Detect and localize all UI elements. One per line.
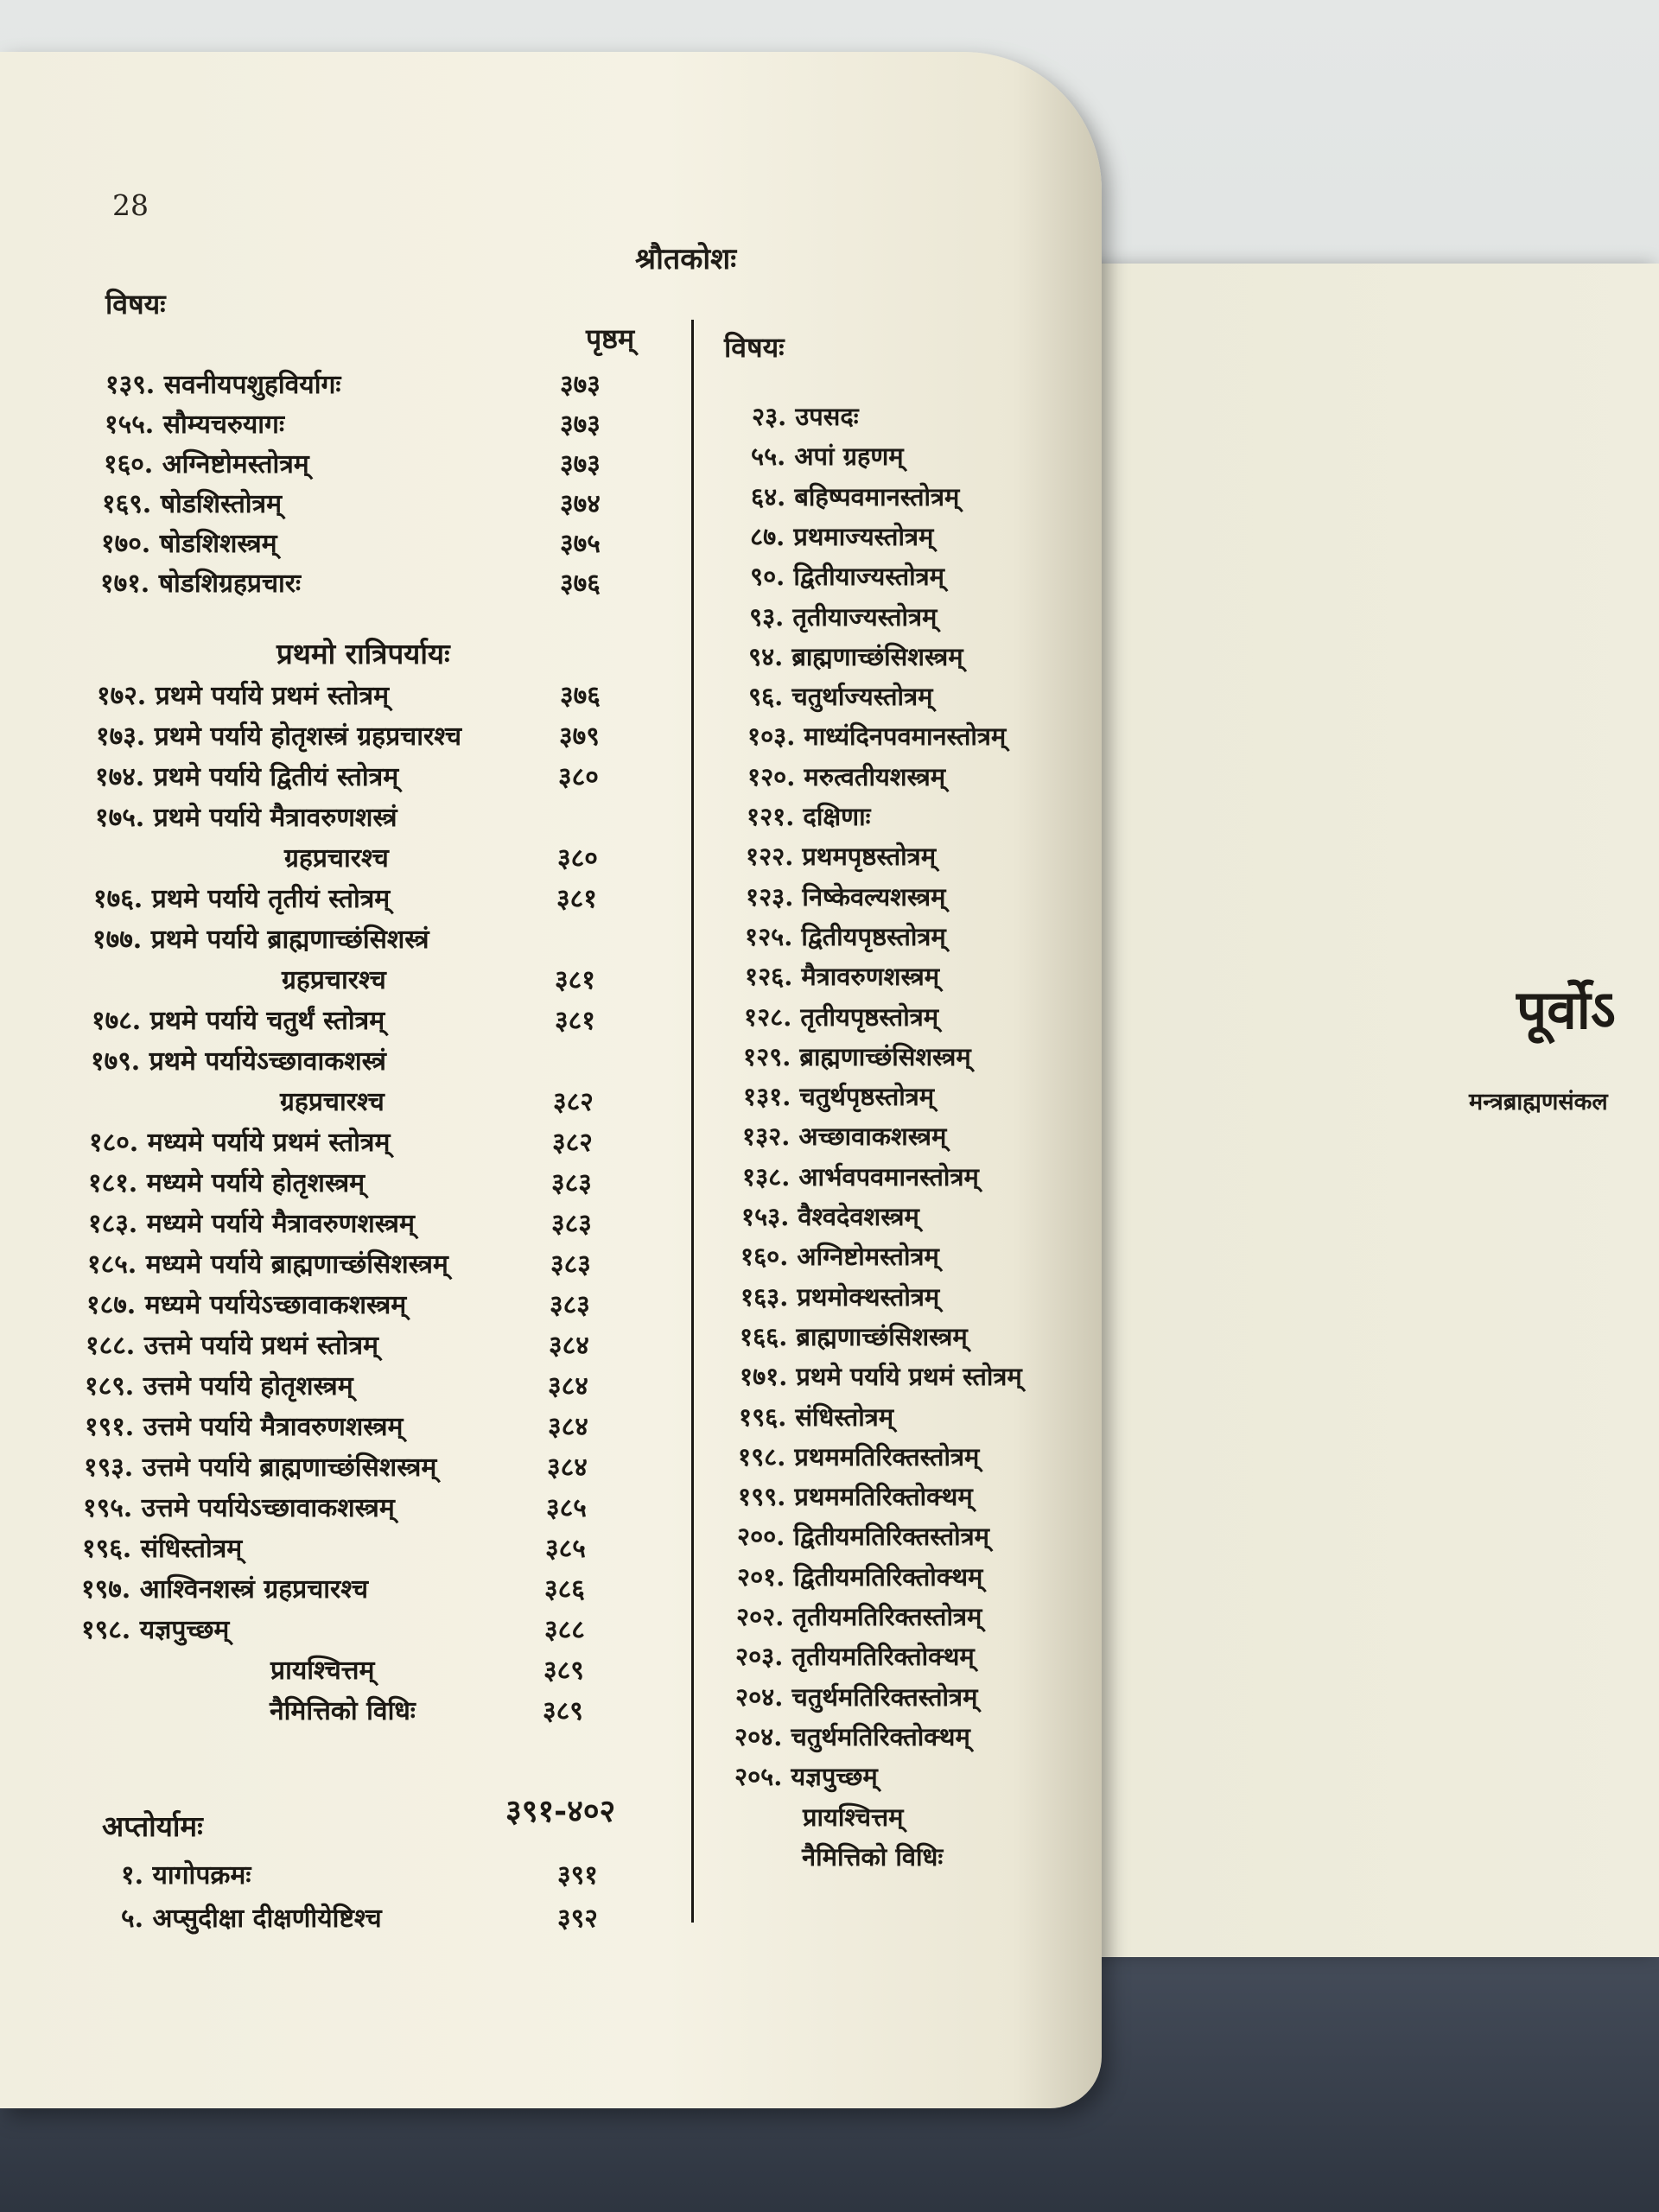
toc-entry: २०४. चतुर्थमतिरिक्तोक्थम् [734,1721,970,1751]
toc-entry: २३. उपसदः [752,402,859,431]
toc-entry-title: ग्रहप्रचारश्च [284,843,389,874]
toc-entry-page: ३८१ [555,965,595,995]
toc-entry: ९०. द्वितीयाज्यस्तोत्रम् [750,562,944,592]
toc-entry-title: १९७. आश्विनशस्त्रं ग्रहप्रचारश्च [81,1574,369,1605]
toc-entry: १३२. अच्छावाकशस्त्रम् [742,1122,947,1152]
toc-entry-page: ३८४ [548,1412,588,1442]
column-divider [691,320,694,1923]
toc-entry-title: १९८. यज्ञपुच्छम् [81,1615,230,1645]
facing-page-title: पूर्वोऽ [1516,978,1616,1041]
toc-entry-title: १८१. मध्यमे पर्याये होतृशस्त्रम् [88,1168,365,1198]
toc-entry: १९९. प्रथममतिरिक्तोक्थम् [738,1482,973,1512]
toc-entry-page: ३७३ [560,370,601,400]
toc-entry: १६६. ब्राह्मणाच्छंसिशस्त्रम् [740,1321,968,1351]
toc-entry: १२६. मैत्रावरुणशस्त्रम् [745,962,940,992]
toc-entry-title: १७८. प्रथमे पर्याये चतुर्थं स्तोत्रम् [92,1006,385,1036]
toc-entry-title: १९५. उत्तमे पर्यायेऽच्छावाकशस्त्रम् [83,1493,395,1523]
left-column-page-heading: पृष्ठम् [586,322,635,355]
toc-entry: १६०. अग्निष्टोमस्तोत्रम् [741,1242,939,1272]
toc-entry: ९३. तृतीयाज्यस्तोत्रम् [749,601,938,632]
toc-entry: ८७. प्रथमाज्यस्तोत्रम् [750,521,934,551]
toc-entry-title: १७१. षोडशिग्रहप्रचारः [100,569,302,599]
toc-entry-page: ३७५ [560,529,601,559]
toc-entry: १३१. चतुर्थपृष्ठस्तोत्रम् [743,1082,935,1112]
toc-entry: २०१. द्वितीयमतिरिक्तोक्थम् [737,1561,983,1592]
toc-entry-page: ३८४ [549,1331,589,1361]
toc-entry: २००. द्वितीयमतिरिक्तस्तोत्रम् [737,1522,989,1552]
toc-entry: १०३. माध्यंदिनपवमानस्तोत्रम् [747,721,1007,752]
toc-entry-page: ३८२ [553,1087,594,1117]
toc-entry-page: ३८३ [550,1249,591,1280]
toc-entry-title: १६९. षोडशिस्तोत्रम् [102,489,283,519]
toc-entry-title: १७२. प्रथमे पर्याये प्रथमं स्तोत्रम् [97,681,390,711]
toc-entry-page: ३८६ [544,1574,585,1605]
toc-entry-page: ३७६ [560,569,601,599]
toc-entry-page: ३८० [558,762,599,792]
toc-entry: नैमित्तिको विधिः [802,1841,944,1872]
toc-entry-page: ३८३ [551,1168,592,1198]
toc-entry: १२९. ब्राह्मणाच्छंसिशस्त्रम् [743,1041,971,1071]
toc-entry-page: ३८५ [546,1493,587,1523]
toc-entry-page: ३८१ [556,884,597,914]
toc-entry: १६३. प्रथमोक्थस्तोत्रम् [741,1281,940,1312]
section-heading: अप्तोर्यामः [102,1809,203,1843]
toc-entry-title: १८९. उत्तमे पर्याये होतृशस्त्रम् [85,1371,353,1402]
toc-entry: ६४. बहिष्पवमानस्तोत्रम् [751,481,960,512]
toc-entry: १३८. आर्भवपवमानस्तोत्रम् [742,1161,979,1192]
toc-entry-page: ३८३ [550,1290,590,1320]
toc-entry: १९६. संधिस्तोत्रम् [739,1402,894,1432]
toc-entry-page: ३९२ [557,1904,598,1934]
toc-entry: १२१. दक्षिणाः [747,802,871,831]
toc-entry-title: १९६. संधिस्तोत्रम् [82,1534,243,1564]
toc-entry-page: ३७९ [559,721,600,752]
toc-entry: २०४. चतुर्थमतिरिक्तस्तोत्रम् [735,1681,978,1712]
section-page-range: ३९१-४०२ [505,1793,616,1829]
toc-entry-page: ३८३ [551,1209,592,1239]
toc-entry-page: ३८४ [547,1452,588,1483]
toc-entry-title: प्रायश्चित्तम् [270,1656,375,1686]
toc-entry-page: ३८४ [548,1371,588,1402]
toc-entry: १९८. प्रथममतिरिक्तस्तोत्रम् [738,1441,980,1471]
toc-entry-page: ३८० [557,843,598,874]
toc-entry: २०३. तृतीयमतिरिक्तोक्थम् [735,1642,975,1672]
toc-entry-title: १७०. षोडशिशस्त्रम् [101,529,277,559]
toc-entry-page: ३८८ [544,1615,585,1645]
toc-entry-page: ३८२ [552,1128,593,1158]
toc-entry-page: ३८९ [543,1656,584,1686]
toc-entry-page: ३७४ [560,489,601,519]
section-heading: प्रथमो रात्रिपर्यायः [276,637,450,671]
toc-entry-title: १८०. मध्यमे पर्याये प्रथमं स्तोत्रम् [89,1128,391,1158]
toc-entry-title: १६०. अग्निष्टोमस्तोत्रम् [104,449,309,480]
toc-entry-page: ३८१ [555,1006,595,1036]
toc-entry-title: १७४. प्रथमे पर्याये द्वितीयं स्तोत्रम् [95,762,399,792]
toc-entry-page: ३७३ [560,449,601,480]
toc-entry: १२०. मरुत्वतीयशस्त्रम् [747,761,946,791]
right-column-subject-heading: विषयः [724,331,785,364]
toc-entry: ९४. ब्राह्मणाच्छंसिशस्त्रम् [748,641,963,671]
toc-entry-title: ग्रहप्रचारश्च [282,965,386,995]
toc-entry-title: १७९. प्रथमे पर्यायेऽच्छावाकशस्त्रं [91,1046,386,1077]
toc-entry-title: १८३. मध्यमे पर्याये मैत्रावरुणशस्त्रम् [88,1209,415,1239]
toc-entry-title: १८५. मध्यमे पर्याये ब्राह्मणाच्छंसिशस्त्रम् [87,1249,448,1280]
toc-entry-title: १५५. सौम्यचरुयागः [105,410,284,440]
toc-entry: ९६. चतुर्थाज्यस्तोत्रम् [748,682,933,712]
left-column-subject-heading: विषयः [105,288,166,321]
toc-entry-page: ३८९ [543,1696,583,1726]
toc-entry-title: १३९. सवनीयपशुहविर्यागः [105,370,341,400]
toc-entry: ५५. अपां ग्रहणम् [751,442,904,472]
toc-entry: २०२. तृतीयमतिरिक्तस्तोत्रम् [736,1602,982,1631]
toc-entry-title: १७५. प्रथमे पर्याये मैत्रावरुणशस्त्रं [95,803,397,833]
toc-entry-title: १९१. उत्तमे पर्याये मैत्रावरुणशस्त्रम् [85,1412,404,1442]
toc-entry-title: १७७. प्रथमे पर्याये ब्राह्मणाच्छंसिशस्त्रं [92,925,429,955]
toc-entry-page: ३७६ [560,681,601,711]
toc-entry-title: ग्रहप्रचारश्च [280,1087,385,1117]
toc-entry: प्रायश्चित्तम् [803,1802,904,1832]
toc-entry: १२२. प्रथमपृष्ठस्तोत्रम् [746,842,937,872]
toc-entry-title: १८७. मध्यमे पर्यायेऽच्छावाकशस्त्रम् [86,1290,407,1320]
toc-entry: १२३. निष्केवल्यशस्त्रम् [746,881,946,912]
toc-entry-page: ३९१ [557,1860,598,1891]
toc-entry: १२८. तृतीयपृष्ठस्तोत्रम् [744,1001,939,1032]
toc-entry-title: १७६. प्रथमे पर्याये तृतीयं स्तोत्रम् [93,884,391,914]
toc-entry: १५३. वैश्वदेवशस्त्रम् [741,1202,919,1231]
toc-entry: २०५. यज्ञपुच्छम् [734,1762,878,1792]
toc-entry-title: १८८. उत्तमे पर्याये प्रथमं स्तोत्रम् [86,1331,378,1361]
toc-entry: १२५. द्वितीयपृष्ठस्तोत्रम् [745,921,946,951]
facing-page-subtitle: मन्त्रब्राह्मणसंकल [1469,1089,1608,1116]
running-header: श्रौतकोशः [635,242,737,276]
toc-entry-page: ३७३ [560,410,601,440]
toc-entry-title: १. यागोपक्रमः [121,1860,251,1891]
toc-entry-title: नैमित्तिको विधिः [270,1696,416,1726]
toc-entry-page: ३८५ [545,1534,586,1564]
toc-entry-title: ५. अप्सुदीक्षा दीक्षणीयेष्टिश्च [121,1904,382,1934]
toc-entry: १७१. प्रथमे पर्याये प्रथमं स्तोत्रम् [740,1362,1022,1392]
toc-entry-title: १७३. प्रथमे पर्याये होतृशस्त्रं ग्रहप्रचारश्च [96,721,462,752]
toc-entry-title: १९३. उत्तमे पर्याये ब्राह्मणाच्छंसिशस्त्रम् [84,1452,437,1483]
page-number: 28 [112,188,149,222]
